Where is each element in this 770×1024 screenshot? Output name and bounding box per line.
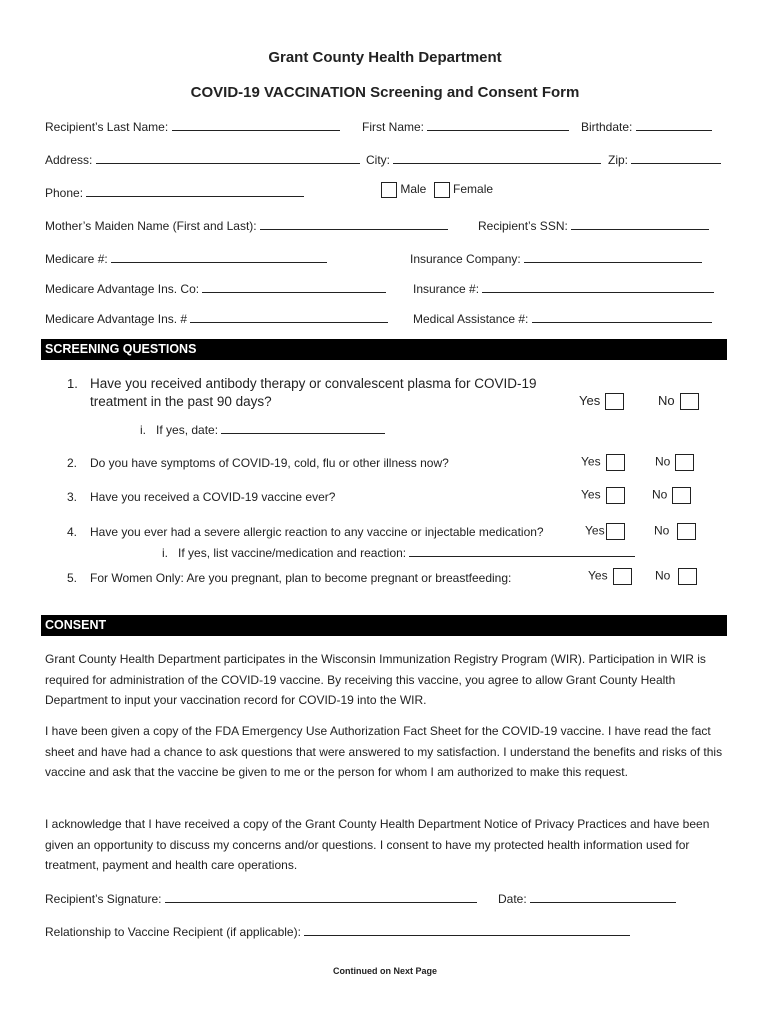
date-row bbox=[498, 890, 676, 906]
date-label: Date: bbox=[498, 892, 527, 906]
relationship-label: Relationship to Vaccine Recipient (if applicable): bbox=[45, 925, 301, 939]
q1-no bbox=[658, 393, 699, 410]
maiden-name-label: Mother’s Maiden Name (First and Last): bbox=[45, 219, 257, 233]
male-label: Male bbox=[400, 182, 427, 197]
insurance-company-row bbox=[410, 250, 702, 266]
q4-sub-label: If yes, list vaccine/medication and reaction: bbox=[178, 546, 407, 560]
q4-num: 4. bbox=[67, 525, 78, 539]
sex-row bbox=[377, 182, 493, 198]
medicare-field[interactable] bbox=[111, 250, 327, 263]
q3-yes-checkbox[interactable] bbox=[606, 487, 625, 504]
continued-note: Continued on Next Page bbox=[332, 966, 437, 976]
q5-text: For Women Only: Are you pregnant, plan to become pregnant or breastfeeding: bbox=[90, 571, 512, 585]
q1-text-a: Have you received antibody therapy or convalescent plasma for COVID-19 bbox=[90, 376, 537, 391]
signature-row bbox=[45, 890, 477, 906]
medicare-adv-co-label: Medicare Advantage Ins. Co: bbox=[45, 282, 200, 296]
q4-no bbox=[654, 523, 696, 540]
q4-yes-label: Yes bbox=[585, 523, 605, 538]
address-row bbox=[45, 151, 360, 167]
q2-num: 2. bbox=[67, 456, 78, 470]
q1-sub-label: If yes, date: bbox=[156, 423, 219, 437]
medical-assistance-row bbox=[413, 310, 712, 326]
address-label: Address: bbox=[45, 153, 93, 167]
q1-date-field[interactable] bbox=[221, 421, 385, 434]
consent-paragraph-1: Grant County Health Department participates in the Wisconsin Immunization Registry Program (WIR). Participation in WIR is required for administration of the COVID-19 vaccine. By receiving this vaccine, you agree to allow Grant County Health Department to input your vaccination record for COVID-19 into the WIR. bbox=[45, 652, 706, 707]
q3-num: 3. bbox=[67, 490, 78, 504]
q5-num: 5. bbox=[67, 571, 78, 585]
phone-row bbox=[45, 184, 304, 200]
relationship-field[interactable] bbox=[304, 923, 630, 936]
q4-sub-num: i. bbox=[162, 546, 168, 560]
q1-yes-label: Yes bbox=[579, 393, 601, 408]
q3-yes-label: Yes bbox=[581, 487, 601, 502]
q3-no-label: No bbox=[652, 487, 668, 502]
screening-heading: SCREENING QUESTIONS bbox=[41, 339, 727, 360]
signature-field[interactable] bbox=[165, 890, 477, 903]
q2-no bbox=[655, 454, 694, 471]
relationship-row bbox=[45, 923, 630, 939]
ssn-row bbox=[478, 217, 709, 233]
q4-text: Have you ever had a severe allergic reaction to any vaccine or injectable medication? bbox=[90, 525, 544, 539]
maiden-name-row bbox=[45, 217, 448, 233]
q2-yes-label: Yes bbox=[581, 454, 601, 469]
last-name-field[interactable] bbox=[172, 118, 340, 131]
q1-num: 1. bbox=[67, 376, 78, 391]
zip-row bbox=[608, 151, 721, 167]
birthdate-field[interactable] bbox=[636, 118, 712, 131]
zip-field[interactable] bbox=[631, 151, 721, 164]
female-checkbox[interactable] bbox=[434, 182, 450, 198]
q4-yes bbox=[585, 523, 625, 540]
male-checkbox[interactable] bbox=[381, 182, 397, 198]
medicare-adv-num-label: Medicare Advantage Ins. # bbox=[45, 312, 188, 326]
q1-text-b: treatment in the past 90 days? bbox=[90, 394, 272, 409]
q3-no bbox=[652, 487, 691, 504]
last-name-label: Recipient’s Last Name: bbox=[45, 120, 169, 134]
q1-no-label: No bbox=[658, 393, 675, 408]
medicare-row bbox=[45, 250, 327, 266]
medicare-adv-num-field[interactable] bbox=[190, 310, 388, 323]
org-title: Grant County Health Department bbox=[268, 49, 502, 66]
birthdate-row bbox=[581, 118, 712, 134]
first-name-row bbox=[362, 118, 569, 134]
q1-no-checkbox[interactable] bbox=[680, 393, 699, 410]
q5-yes-label: Yes bbox=[588, 568, 608, 583]
city-row bbox=[366, 151, 601, 167]
city-field[interactable] bbox=[393, 151, 601, 164]
insurance-company-label: Insurance Company: bbox=[410, 252, 521, 266]
q4-no-label: No bbox=[654, 523, 670, 538]
q2-no-label: No bbox=[655, 454, 671, 469]
q4-reaction-field[interactable] bbox=[409, 544, 635, 557]
insurance-num-field[interactable] bbox=[482, 280, 714, 293]
insurance-num-row bbox=[413, 280, 714, 296]
q3-no-checkbox[interactable] bbox=[672, 487, 691, 504]
q2-yes bbox=[581, 454, 625, 471]
maiden-name-field[interactable] bbox=[260, 217, 448, 230]
q3-text: Have you received a COVID-19 vaccine ever? bbox=[90, 490, 336, 504]
first-name-field[interactable] bbox=[427, 118, 569, 131]
q2-no-checkbox[interactable] bbox=[675, 454, 694, 471]
q2-yes-checkbox[interactable] bbox=[606, 454, 625, 471]
medicare-adv-co-field[interactable] bbox=[202, 280, 386, 293]
insurance-company-field[interactable] bbox=[524, 250, 702, 263]
q5-yes-checkbox[interactable] bbox=[613, 568, 632, 585]
q1-yes-checkbox[interactable] bbox=[605, 393, 624, 410]
medicare-adv-num-row bbox=[45, 310, 388, 326]
city-label: City: bbox=[366, 153, 390, 167]
first-name-label: First Name: bbox=[362, 120, 425, 134]
q1-yes bbox=[579, 393, 624, 410]
consent-paragraph-2: I have been given a copy of the FDA Emergency Use Authorization Fact Sheet for the COVID-19 vaccine. I have read the fact sheet and have had a chance to ask questions that were answered to my satisfaction. I understand the benefits and risks of this vaccine and ask that the vaccine be given to me or the person for whom I am authorized to make this request. bbox=[45, 724, 723, 779]
medicare-label: Medicare #: bbox=[45, 252, 108, 266]
female-label: Female bbox=[453, 182, 494, 197]
address-field[interactable] bbox=[96, 151, 360, 164]
medical-assistance-label: Medical Assistance #: bbox=[413, 312, 529, 326]
medicare-adv-co-row bbox=[45, 280, 386, 296]
ssn-field[interactable] bbox=[571, 217, 709, 230]
insurance-num-label: Insurance #: bbox=[413, 282, 480, 296]
last-name-row bbox=[45, 118, 340, 134]
q5-no-label: No bbox=[655, 568, 671, 583]
form-title: COVID-19 VACCINATION Screening and Consent Form bbox=[190, 84, 580, 101]
phone-label: Phone: bbox=[45, 186, 84, 200]
date-field[interactable] bbox=[530, 890, 676, 903]
consent-paragraph-3: I acknowledge that I have received a copy of the Grant County Health Department Notice of Privacy Practices and have been given an opportunity to discuss my concerns and/or questions. I consent to have my protected health information used for treatment, payment and health care operations. bbox=[45, 817, 710, 872]
medical-assistance-field[interactable] bbox=[532, 310, 712, 323]
q4-no-checkbox[interactable] bbox=[677, 523, 696, 540]
q4-sub bbox=[162, 544, 635, 560]
q1-sub-num: i. bbox=[140, 423, 146, 437]
zip-label: Zip: bbox=[608, 153, 629, 167]
q4-yes-checkbox[interactable] bbox=[606, 523, 625, 540]
consent-heading: CONSENT bbox=[41, 615, 727, 636]
q5-no-checkbox[interactable] bbox=[678, 568, 697, 585]
q1-sub bbox=[140, 421, 385, 437]
birthdate-label: Birthdate: bbox=[581, 120, 633, 134]
q5-no bbox=[655, 568, 697, 585]
ssn-label: Recipient’s SSN: bbox=[478, 219, 568, 233]
phone-field[interactable] bbox=[86, 184, 304, 197]
q3-yes bbox=[581, 487, 625, 504]
signature-label: Recipient’s Signature: bbox=[45, 892, 162, 906]
q2-text: Do you have symptoms of COVID-19, cold, flu or other illness now? bbox=[90, 456, 449, 470]
q5-yes bbox=[588, 568, 632, 585]
